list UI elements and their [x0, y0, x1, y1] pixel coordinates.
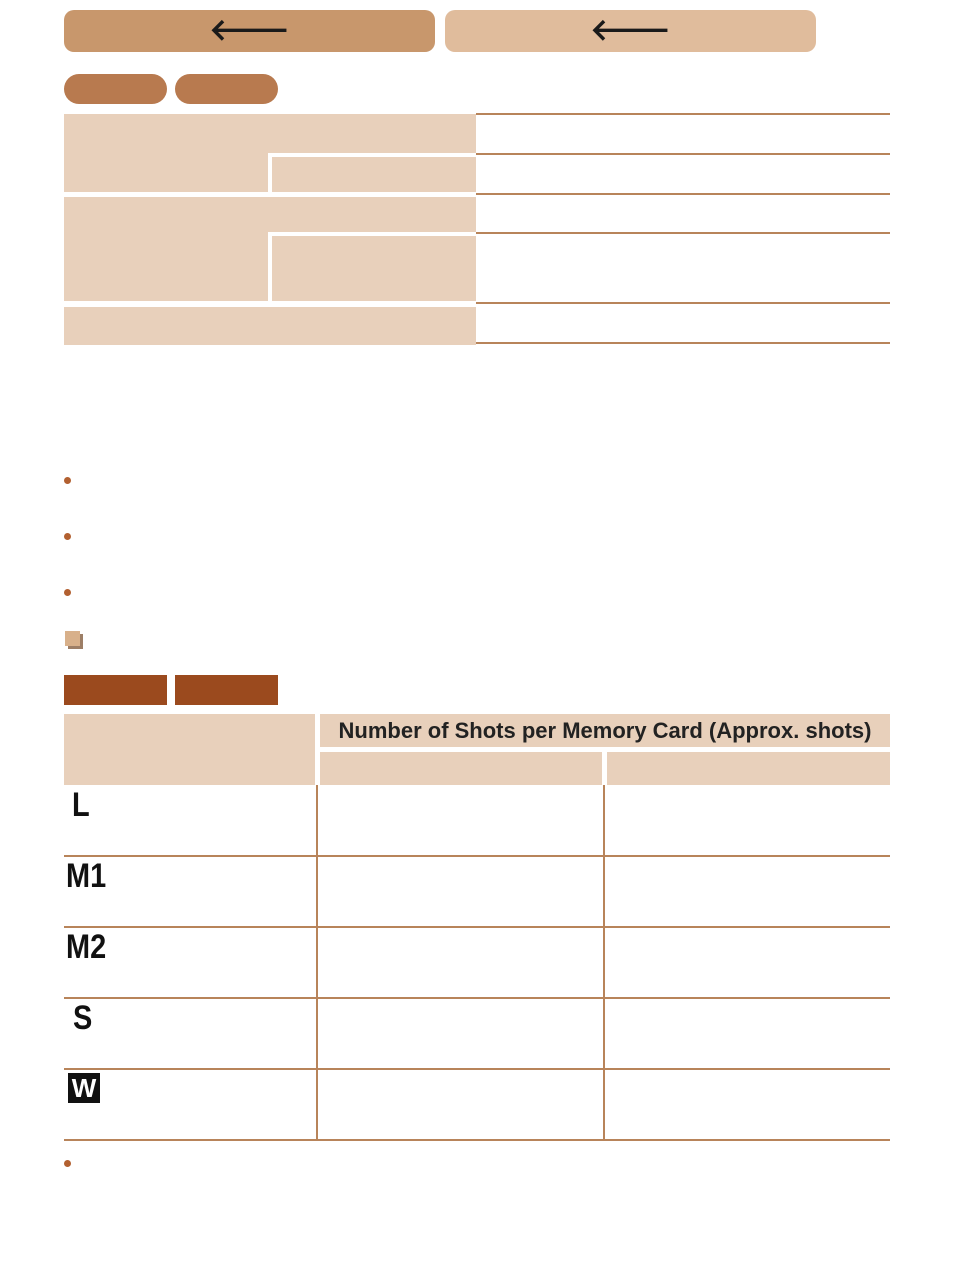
table-vline	[603, 785, 605, 1140]
table-row-line	[64, 1068, 890, 1070]
size-w-icon: W	[68, 1073, 100, 1103]
nav-button-right[interactable]	[445, 10, 816, 52]
size-l-icon: L	[72, 786, 90, 824]
size-s-icon: S	[73, 999, 93, 1037]
table-header-title: Number of Shots per Memory Card (Approx. shots)	[320, 714, 890, 747]
arrow-left-icon: 🡐	[209, 13, 290, 48]
table-row-line	[64, 997, 890, 999]
mode-pill-1	[64, 74, 167, 104]
spec-rule	[476, 193, 890, 195]
mode-pill-2	[175, 74, 278, 104]
spec-rule	[476, 342, 890, 344]
spec-rule	[476, 113, 890, 115]
arrow-left-icon: 🡐	[590, 13, 671, 48]
table-subheader-2	[607, 752, 890, 785]
table-subheader-1	[320, 752, 602, 785]
table-vline	[316, 785, 318, 1140]
table-row-line	[64, 855, 890, 857]
table-header-corner	[64, 714, 315, 785]
bullet-dot	[64, 477, 71, 484]
spec-cell-row3	[64, 307, 476, 345]
spec-rule	[476, 153, 890, 155]
spec-rule	[476, 302, 890, 304]
spec-cell-divider	[268, 153, 272, 192]
mode-tag-1	[64, 675, 167, 705]
spec-rule	[476, 232, 890, 234]
bullet-dot	[64, 589, 71, 596]
bullet-dot	[64, 533, 71, 540]
size-m1-icon: M1	[66, 857, 107, 895]
nav-button-left[interactable]	[64, 10, 435, 52]
table-row-line	[64, 926, 890, 928]
size-m2-icon: M2	[66, 928, 107, 966]
bullet-dot	[64, 1160, 71, 1167]
section-square-icon	[65, 631, 83, 649]
spec-cell-divider	[268, 232, 476, 236]
table-row-line	[64, 1139, 890, 1141]
mode-tag-2	[175, 675, 278, 705]
spec-cell-divider	[268, 232, 272, 301]
spec-cell-divider	[268, 153, 476, 157]
